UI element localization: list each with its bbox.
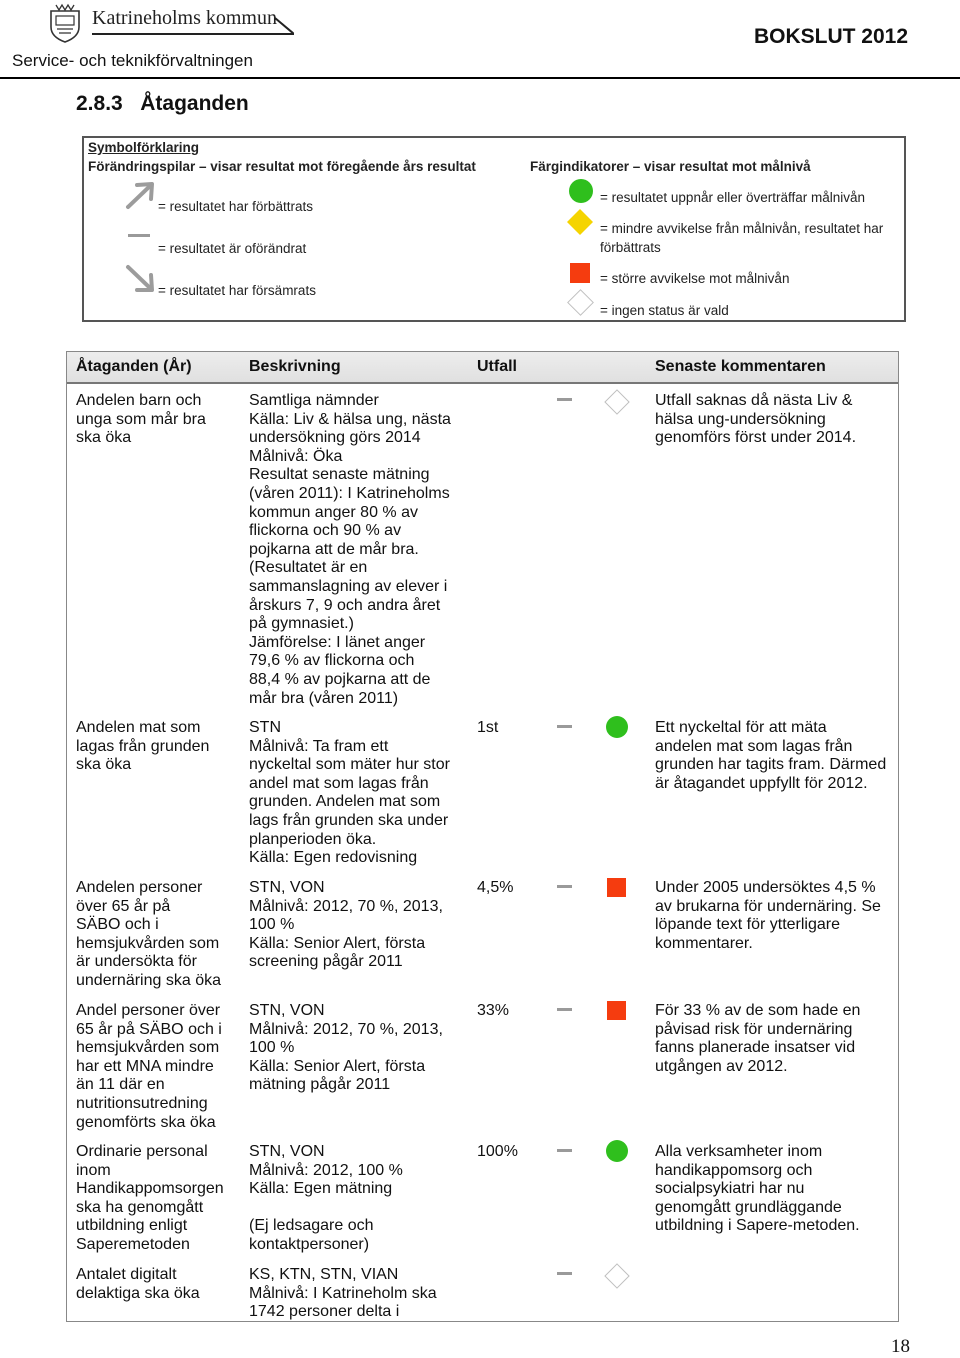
status-none-icon [604,389,629,414]
column-header-comment: Senaste kommentaren [655,358,826,375]
legend-yellow-line1: = mindre avvikelse från målnivån, resultatet har [600,221,884,236]
table-row-5-description: STN, VON Målnivå: 2012, 100 % Källa: Egen mätning (Ej ledsagare och kontaktpersoner) [249,1143,403,1253]
trend-unchanged-icon [557,1149,572,1152]
brand-underline [92,33,294,35]
trend-unchanged-icon [557,885,572,888]
table-row-6-commitment: Antalet digitalt delaktiga ska öka [76,1266,200,1302]
status-red-icon [607,878,626,897]
green-circle-icon [569,179,593,203]
table-row-2-comment: Ett nyckeltal för att mäta andelen mat som lagas från grunden har tagits fram. Därmed är åtagandet uppfyllt för 2012. [655,719,887,792]
table-row-6-description: KS, KTN, STN, VIAN Målnivå: I Katrineholm ska 1742 personer delta i [249,1266,437,1321]
section-number: 2.8.3 [76,92,123,115]
commitments-table [66,351,899,1322]
table-row-2-description: STN Målnivå: Ta fram ett nyckeltal som mäter hur stor andel mat som lagas från grunden. Andelen mat som lags från grunden ska under planperioden öka. Källa: Egen redovisning [249,719,450,867]
legend-heading: Symbolförklaring [88,140,200,155]
table-row-4-description: STN, VON Målnivå: 2012, 70 %, 2013, 100 % Källa: Senior Alert, första mätning pågår 2011 [249,1002,443,1094]
legend-green: = resultatet uppnår eller överträffar målnivån [600,190,866,205]
table-row-1-commitment: Andelen barn och unga som mår bra ska öka [76,392,206,447]
legend-colors-title: Färgindikatorer – visar resultat mot målnivå [530,159,811,174]
brand-underline-tick [274,17,294,34]
dash-icon [128,234,150,237]
symbol-legend [82,136,906,322]
column-header-commitment: Åtaganden (År) [76,358,192,375]
legend-arrow-unchanged: = resultatet är oförändrat [158,241,307,256]
status-red-icon [607,1001,626,1020]
section-title: Åtaganden [140,92,249,115]
empty-diamond-icon [567,289,594,316]
yellow-diamond-icon [565,207,595,237]
table-row-3-outcome: 4,5% [477,879,514,896]
legend-none: = ingen status är vald [600,303,729,318]
table-row-5-outcome: 100% [477,1143,518,1160]
department-name: Service- och teknikförvaltningen [12,51,253,70]
legend-arrows-title: Förändringspilar – visar resultat mot föregående års resultat [88,159,476,174]
legend-arrow-improved: = resultatet har förbättrats [158,199,313,214]
table-header [67,352,898,384]
status-none-icon [604,1263,629,1288]
section-heading [76,92,249,116]
table-row-5-commitment: Ordinarie personal inom Handikappomsorgen ska ha genomgått utbildning enligt Saperemetoden [76,1143,224,1253]
table-row-2-outcome: 1st [477,719,499,736]
legend-red: = större avvikelse mot målnivån [600,271,790,286]
trend-unchanged-icon [557,1008,572,1011]
organisation-name: Katrineholms kommun [92,7,277,29]
municipality-crest-icon [48,3,82,43]
column-header-description: Beskrivning [249,358,341,375]
arrow-up-right-icon [124,180,158,210]
legend-arrow-worse: = resultatet har försämrats [158,283,316,298]
table-row-3-commitment: Andelen personer över 65 år på SÄBO och i hemsjukvården som är undersökta för undernäring ska öka [76,879,221,989]
legend-yellow-line2: förbättrats [600,240,661,255]
column-header-outcome: Utfall [477,358,517,375]
report-title: BOKSLUT 2012 [753,25,908,48]
table-row-1-description: Samtliga nämnder Källa: Liv & hälsa ung, nästa undersökning görs 2014 Målnivå: Öka Resultat senaste mätning (våren 2011): I Katrineholms kommun anger 80 % av flickorna och 90 % av pojkarna att de mår bra. (Resultatet är en sammanslagning av elever i årskurs 7, 9 och andra året på gymnasiet.) Jämförelse: I länet anger 79,6 % av flickorna och 88,4 % av pojkarna att de mår bra (våren 2011) [249,392,451,707]
trend-unchanged-icon [557,398,572,401]
table-row-5-comment: Alla verksamheter inom handikappomsorg och socialpsykiatri har nu genomgått grundläggande utbildning i Sapere-metoden. [655,1143,860,1235]
page-number: 18 [891,1336,910,1357]
trend-unchanged-icon [557,1272,572,1275]
table-row-4-outcome: 33% [477,1002,510,1019]
table-row-1-comment: Utfall saknas då nästa Liv & hälsa ung-undersökning genomförs först under 2014. [655,392,857,447]
table-row-3-comment: Under 2005 undersöktes 4,5 % av brukarna för undernäring. Se löpande text för ytterligare kommentarer. [655,879,881,952]
red-square-icon [570,263,590,283]
table-row-2-commitment: Andelen mat som lagas från grunden ska öka [76,719,210,774]
status-green-icon [606,716,628,738]
table-row-4-commitment: Andel personer över 65 år på SÄBO och i hemsjukvården som har ett MNA mindre än 11 där en nutritionsutredning genomförts ska öka [76,1002,222,1131]
header-divider [0,77,960,79]
table-row-3-description: STN, VON Målnivå: 2012, 70 %, 2013, 100 % Källa: Senior Alert, första screening pågår 2011 [249,879,443,971]
trend-unchanged-icon [557,725,572,728]
arrow-down-right-icon [124,264,158,294]
status-green-icon [606,1140,628,1162]
table-row-4-comment: För 33 % av de som hade en påvisad risk för undernäring fanns planerade insatser vid utgången av 2012. [655,1002,861,1075]
